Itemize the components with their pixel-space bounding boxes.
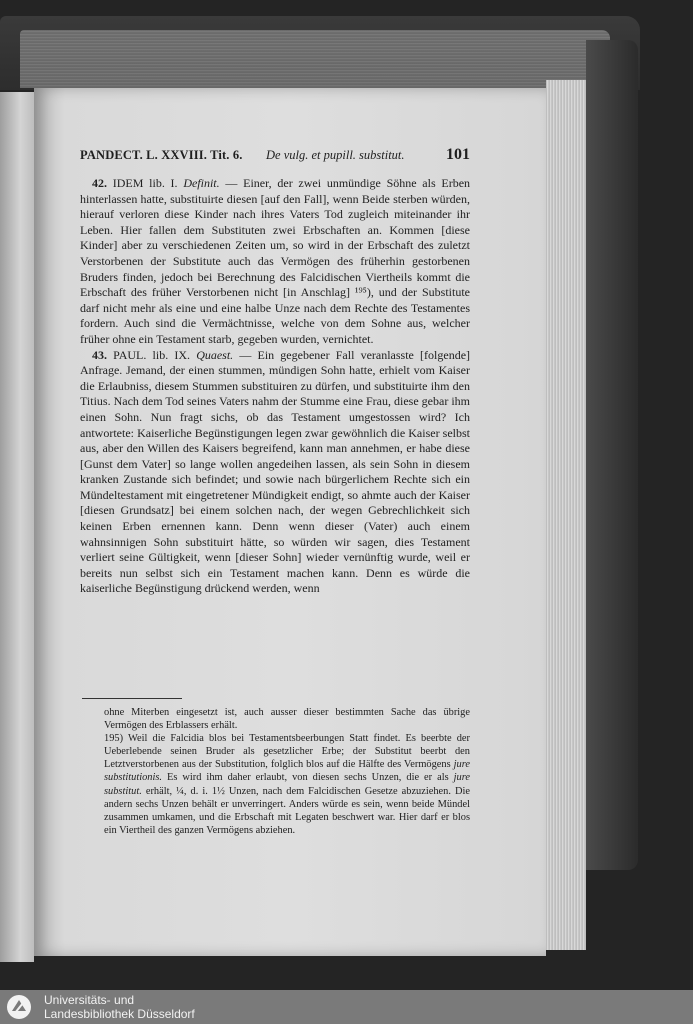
- footnote-text: erhält, ¼, d. i. 1½ Unzen, nach dem Falcidischen Gesetze abzuziehen. Die andern sechs Unzen behält er unverringert. Anders würde es sein, wenn beide Mündel zusammen umkamen, und die Erbschaft mit Legaten beschwert war. Hier darf er blos ein Viertheil des ganzen Vermögens abziehen.: [104, 785, 470, 836]
- footnote-text: 195) Weil die Falcidia blos bei Testamentsbeerbungen Statt findet. Es beerbte der Ueberlebende seinen Bruder als gesetzlicher Erbe; der Substitut beerbt den Letztverstorbenen aus der Substitution, folglich blos auf die Hälfte des Vermögens: [104, 733, 470, 771]
- paragraph-work: Definit.: [183, 176, 220, 190]
- footnote-italic: jure substitut.: [104, 772, 471, 797]
- footnote-text: Es wird ihm daher erlaubt, von diesen sechs Unzen, die er als: [167, 772, 449, 784]
- header-subtitle: De vulg. et pupill. substitut.: [266, 148, 405, 162]
- left-page-edge: [0, 92, 34, 962]
- header-title: PANDECT. L. XXVIII. Tit. 6.: [80, 148, 243, 162]
- main-text: [80, 176, 470, 597]
- book-back-cover: [586, 40, 638, 870]
- library-name-line2: Landesbibliothek Düsseldorf: [44, 1007, 195, 1021]
- paragraph-text: — Ein gegebener Fall veranlasste [folgende] Anfrage. Jemand, der einen stummen, mündigen Sohn hatte, erhielt vom Kaiser die Erlaubniss, diesem Stummen substituiren zu dürfen, und substituirte ihm den Titius. Nach dem Tod seines Vaters nahm der Stumme eine Frau, diese gebar ihm einen Sohn. Nun fragt sichs, ob das Testament umgestossen wird? Ich antwortete: Kaiserliche Begünstigungen legen zwar gewöhnlich die Kaiser selbst aus, aber den Willen des Kaisers begreifend, kann man annehmen, er habe diese [Gunst dem Vater] so lange wollen angedeihen lassen, als sein Sohn in diesem kranken Zustande sich befindet; und sowie nach bürgerlichem Rechte sich ein Mündeltestament mit eingetretener Mündigkeit endigt, so ahmte auch der Kaiser [diesen Grundsatz] bei einem solchen nach, der wegen Gebrechlichkeit sich keinen Erben ernennen kann. Denn wenn dieser (Vater) auch einem wahnsinnigen Sohn substituirt hätte, so würden wir sagen, dies Testament verliert seine Gültigkeit, wenn [dieser Sohn] wieder vernünftig wurde, weil er bereits nun selbst sich ein Testament machen kann. Denn es würde die kaiserliche Begünstigung drückend werden, wenn: [80, 347, 471, 596]
- paragraph-43: [80, 348, 470, 598]
- footnotes: [104, 706, 470, 837]
- paragraph-author: PAUL. lib. IX.: [113, 347, 191, 362]
- paragraph-number: 43.: [92, 347, 107, 362]
- page-edges-top: [20, 30, 610, 88]
- paragraph-text: — Einer, der zwei unmündige Söhne als Erben hinterlassen hatte, substituirte diesen [auf den Fall], wenn Beide sterben würden, hierauf verloren diese Kinder nach ihres Vaters Tod zugleich miteinander ihr Leben. Hier fallen dem Substituten zwei Erbschaften an. Kommen [diese Kinder] aber zu verschiedenen Zeiten um, so wird in der Erbschaft des zuletzt Verstorbenen der Substitute auch das Vermögen des früherhin gestorbenen Bruders finden, jedoch bei Berechnung des Falcidischen Viertheils kommt die Erbschaft des früher Verstorbenen nicht [in Anschlag] ¹⁹⁵), und der Substitute darf nicht mehr als eine und eine halbe Unze nach dem Rechte des Testamentes fordern. Auch sind die Vermächtnisse, welche von dem Sohne aus, welcher früher ohne ein Testament starb, gegeben wurden, vernichtet.: [80, 176, 471, 346]
- paragraph-work: Quaest.: [196, 347, 234, 362]
- footnote-italic: jure substitutionis.: [104, 759, 470, 784]
- page-stack-right: [546, 80, 586, 950]
- library-name: [44, 993, 195, 1021]
- footnote-continuation: ohne Miterben eingesetzt ist, auch ausser dieser bestimmten Sache das übrige Vermögen des Erblassers erhält.: [104, 707, 470, 732]
- paragraph-number: 42.: [92, 176, 107, 190]
- running-header: [80, 148, 470, 166]
- library-logo-icon: [6, 994, 32, 1020]
- footnote-195: [104, 732, 470, 837]
- paragraph-author: IDEM lib. I.: [112, 176, 178, 190]
- page-number: 101: [446, 146, 470, 163]
- library-name-line1: Universitäts- und: [44, 993, 135, 1007]
- footnote-rule: [82, 698, 182, 699]
- paragraph-42: [80, 176, 470, 348]
- library-footer: [0, 990, 693, 1024]
